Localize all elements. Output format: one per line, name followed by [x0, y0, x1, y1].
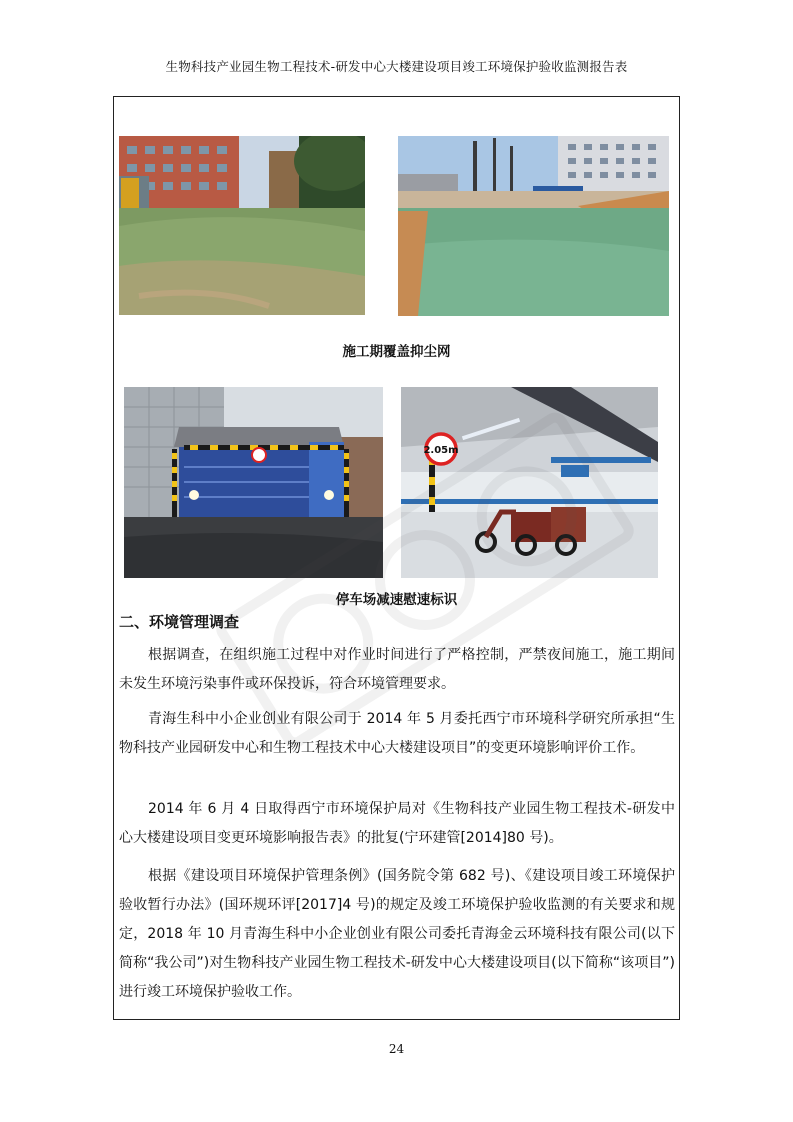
construction-site-net-photo-2	[398, 136, 669, 316]
parking-entrance-photo	[124, 387, 383, 578]
running-header: 生物科技产业园生物工程技术-研发中心大楼建设项目竣工环境保护验收监测报告表	[165, 59, 628, 74]
height-limit-sign-text: 2.05m	[423, 445, 459, 456]
parking-interior-photo	[401, 387, 658, 578]
paragraph-1: 根据调查，在组织施工过程中对作业时间进行了严格控制，严禁夜间施工，施工期间未发生环境污染事件或环保投诉，符合环境管理要求。	[119, 647, 675, 692]
page-number: 24	[388, 1042, 405, 1056]
construction-site-net-photo-1	[119, 136, 365, 315]
paragraph-3: 2014 年 6 月 4 日取得西宁市环境保护局对《生物科技产业园生物工程技术-研发中心大楼建设项目变更环境影响报告表》的批复(宁环建管[2014]80 号)。	[119, 801, 675, 846]
paragraph-4: 根据《建设项目环境保护管理条例》(国务院令第 682 号)、《建设项目竣工环境保护验收暂行办法》(国环规环评[2017]4 号)的规定及竣工环境保护验收监测的有关要求和规定，2018 年 10 月青海生科中小企业创业有限公司委托青海金云环境科技有限公司(以下简称“我公司”)对生物科技产业园生物工程技术-研发中心大楼建设项目(以下简称“该项目”)进行竣工环境保护验收工作。	[119, 868, 675, 1000]
figure-caption-dust-net: 施工期覆盖抑尘网	[342, 344, 451, 360]
section-heading: 二、环境管理调查	[119, 613, 240, 631]
figure-caption-parking-signs: 停车场减速慰速标识	[335, 592, 458, 608]
paragraph-2: 青海生科中小企业创业有限公司于 2014 年 5 月委托西宁市环境科学研究所承担“生物科技产业园研发中心和生物工程技术中心大楼建设项目”的变更环境影响评价工作。	[119, 711, 675, 756]
